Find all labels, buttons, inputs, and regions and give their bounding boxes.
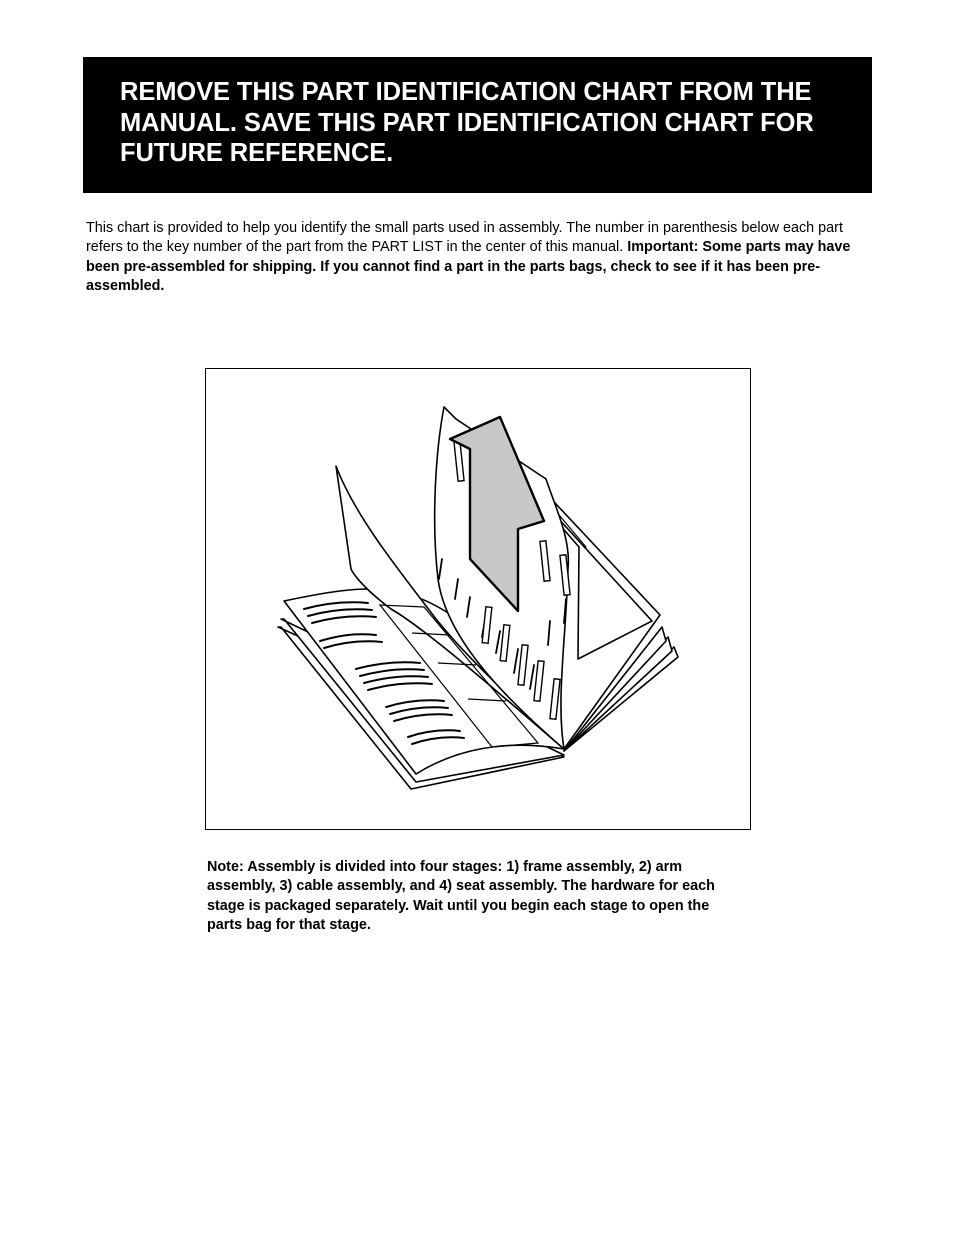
manual-page-removal-icon [206, 369, 752, 831]
intro-paragraph [86, 219, 856, 296]
intro-text: This chart is provided to help you identify the small parts used in assembly. The number in parenthesis below each part refers to the key number of the part from the PART LIST in the center of this manual. [86, 220, 843, 256]
figure-frame [205, 368, 751, 830]
intro-important: Important: Some parts may have been pre-assembled for shipping. If you cannot find a part in the parts bags, check to see if it has been pre-assembled. [86, 239, 851, 294]
banner-title: REMOVE THIS PART IDENTIFICATION CHART FROM THE MANUAL. SAVE THIS PART IDENTIFICATION CHART FOR FUTURE REFERENCE. [120, 78, 814, 167]
header-banner [83, 57, 872, 193]
note-paragraph: Note: Assembly is divided into four stages: 1) frame assembly, 2) arm assembly, 3) cable assembly, and 4) seat assembly. The hardware for each stage is packaged separately. Wait until you begin each stage to open the parts bag for that stage. [207, 859, 715, 933]
